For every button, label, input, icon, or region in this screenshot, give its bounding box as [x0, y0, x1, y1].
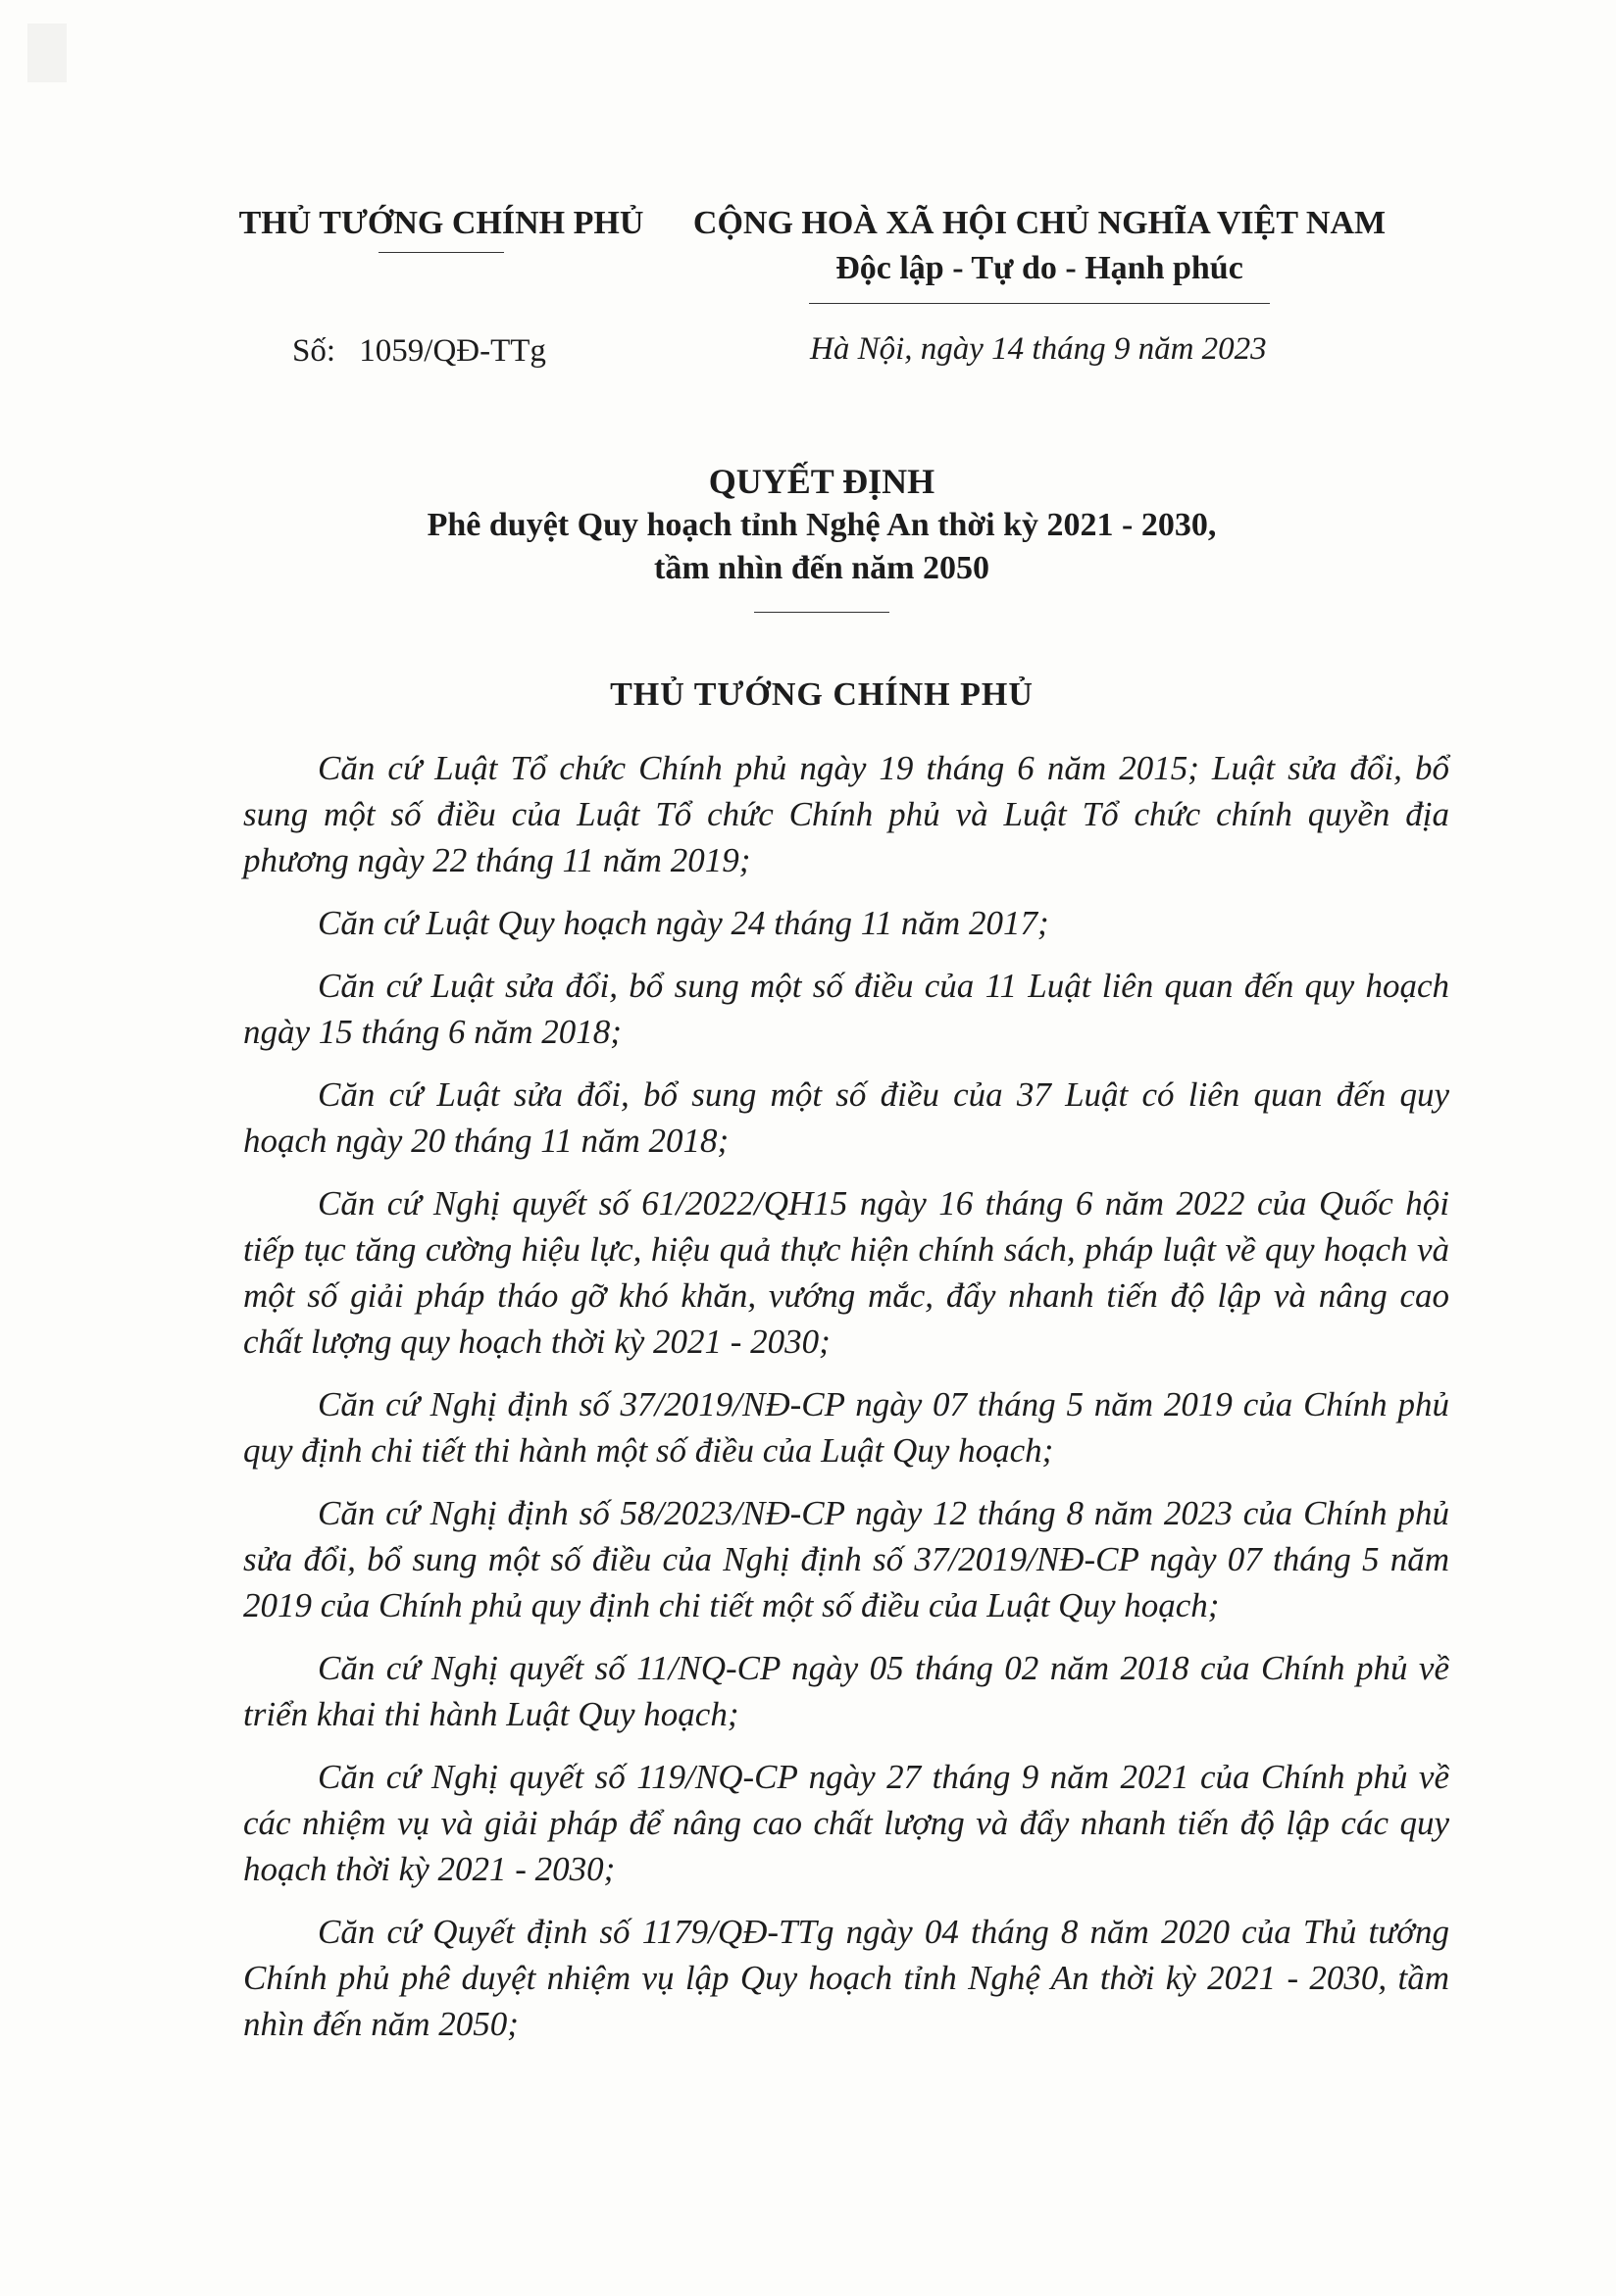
preamble-paragraph: Căn cứ Luật Tổ chức Chính phủ ngày 19 tháng 6 năm 2015; Luật sửa đổi, bổ sung một số điều của Luật Tổ chức Chính phủ và Luật Tổ chức chính quyền địa phương ngày 22 tháng 11 năm 2019;: [243, 749, 1449, 879]
agency-underline: [379, 252, 504, 253]
document-type: QUYẾT ĐỊNH: [708, 462, 935, 501]
preamble-paragraph: Căn cứ Nghị quyết số 119/NQ-CP ngày 27 tháng 9 năm 2021 của Chính phủ về các nhiệm vụ và giải pháp để nâng cao chất lượng và đẩy nhanh tiến độ lập các quy hoạch thời kỳ 2021 - 2030;: [243, 1758, 1449, 1888]
preamble: [243, 745, 1449, 2064]
agency-name: THỦ TƯỚNG CHÍNH PHỦ: [238, 205, 644, 241]
motto-underline: [809, 303, 1270, 304]
nation-name: CỘNG HOÀ XÃ HỘI CHỦ NGHĨA VIỆT NAM: [692, 205, 1387, 241]
preamble-paragraph: Căn cứ Nghị quyết số 11/NQ-CP ngày 05 tháng 02 năm 2018 của Chính phủ về triển khai thi hành Luật Quy hoạch;: [243, 1649, 1449, 1733]
preamble-paragraph: Căn cứ Nghị định số 37/2019/NĐ-CP ngày 07 tháng 5 năm 2019 của Chính phủ quy định chi tiết thi hành một số điều của Luật Quy hoạch;: [243, 1385, 1449, 1470]
preamble-paragraph: Căn cứ Luật sửa đổi, bổ sung một số điều của 37 Luật có liên quan đến quy hoạch ngày 20 tháng 11 năm 2018;: [243, 1075, 1449, 1160]
issuer-heading: THỦ TƯỚNG CHÍNH PHỦ: [610, 676, 1034, 713]
national-header: [686, 201, 1392, 304]
document-title: [243, 459, 1400, 613]
scan-artifact: [27, 24, 67, 82]
subject-line-2: tầm nhìn đến năm 2050: [654, 550, 989, 586]
preamble-paragraph: Căn cứ Quyết định số 1179/QĐ-TTg ngày 04 tháng 8 năm 2020 của Thủ tướng Chính phủ phê duyệt nhiệm vụ lập Quy hoạch tỉnh Nghệ An thời kỳ 2021 - 2030, tầm nhìn đến năm 2050;: [243, 1913, 1449, 2043]
national-motto: Độc lập - Tự do - Hạnh phúc: [835, 250, 1243, 286]
number-value: 1059/QĐ-TTg: [359, 333, 546, 369]
place-and-date: Hà Nội, ngày 14 tháng 9 năm 2023: [810, 331, 1267, 367]
preamble-paragraph: Căn cứ Luật Quy hoạch ngày 24 tháng 11 năm 2017;: [318, 904, 1049, 942]
preamble-paragraph: Căn cứ Luật sửa đổi, bổ sung một số điều của 11 Luật liên quan đến quy hoạch ngày 15 tháng 6 năm 2018;: [243, 967, 1449, 1051]
title-underline: [754, 612, 889, 613]
preamble-paragraph: Căn cứ Nghị định số 58/2023/NĐ-CP ngày 12 tháng 8 năm 2023 của Chính phủ sửa đổi, bổ sung một số điều của Nghị định số 37/2019/NĐ-CP ngày 07 tháng 5 năm 2019 của Chính phủ quy định chi tiết một số điều của Luật Quy hoạch;: [243, 1494, 1449, 1624]
document-number: [292, 333, 546, 370]
number-label: Số:: [292, 333, 336, 369]
subject-line-1: Phê duyệt Quy hoạch tỉnh Nghệ An thời kỳ 2021 - 2030,: [427, 507, 1217, 543]
agency-header: [216, 201, 667, 253]
preamble-paragraph: Căn cứ Nghị quyết số 61/2022/QH15 ngày 16 tháng 6 năm 2022 của Quốc hội tiếp tục tăng cường hiệu lực, hiệu quả thực hiện chính sách, pháp luật về quy hoạch và một số giải pháp tháo gỡ khó khăn, vướng mắc, đẩy nhanh tiến độ lập và nâng cao chất lượng quy hoạch thời kỳ 2021 - 2030;: [243, 1184, 1449, 1361]
